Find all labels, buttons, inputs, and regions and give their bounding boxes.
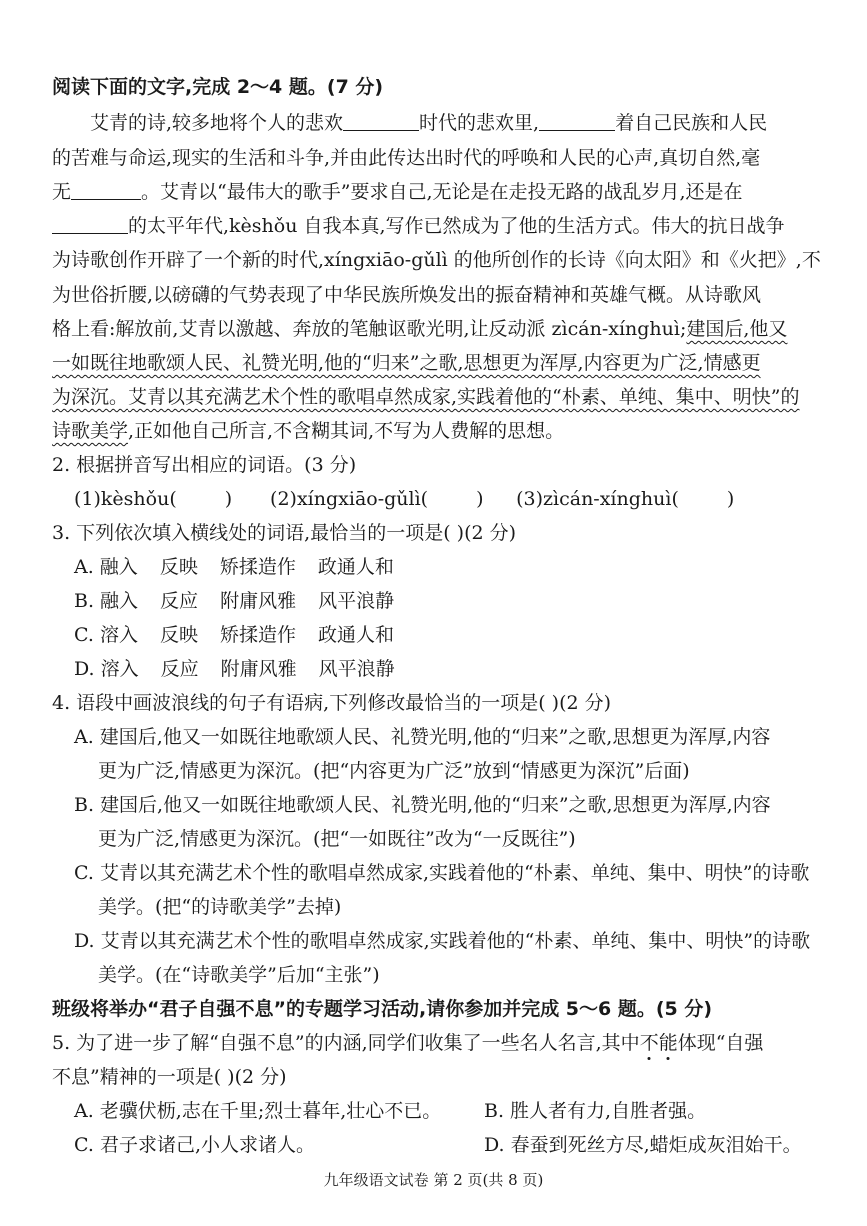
emphasis-dot-char: 不 xyxy=(639,1032,659,1054)
q4-option-c-cont: 美学。(把“的诗歌美学”去掉) xyxy=(98,896,342,918)
passage-line-8 xyxy=(52,350,818,376)
wavy-sentence-part-5: 诗歌美学 xyxy=(52,420,129,442)
blank-1 xyxy=(343,112,419,131)
q5-option-a[interactable]: A. 老骥伏枥,志在千里;烈士暮年,壮心不已。 xyxy=(74,1100,442,1122)
wavy-sentence-part-3: 为深沉。 xyxy=(52,386,129,408)
q2-item-1: (1)kèshǒu( ) xyxy=(74,488,233,510)
q5-stem: 5. 为了进一步了解“自强不息”的内涵,同学们收集了一些名人名言,其中不能体现“自强 xyxy=(52,1032,764,1054)
section1-heading: 阅读下面的文字,完成 2～4 题。(7 分) xyxy=(52,76,384,98)
q5-option-b[interactable]: B. 胜人者有力,自胜者强。 xyxy=(484,1100,707,1122)
q4-option-a-cont: 更为广泛,情感更为深沉。(把“内容更为广泛”放到“情感更为深沉”后面) xyxy=(98,760,690,782)
passage-line-7: 格上看:解放前,艾青以激越、奔放的笔触讴歌光明,让反动派 zìcán-xínghuì;建国后,他又 xyxy=(52,318,788,340)
section2-heading: 班级将举办“君子自强不息”的专题学习活动,请你参加并完成 5～6 题。(5 分) xyxy=(52,998,713,1020)
q4-option-d-cont: 美学。(在“诗歌美学”后加“主张”) xyxy=(98,964,380,986)
q3-option-d[interactable]: D. 溶入 反应 附庸风雅 风平浪静 xyxy=(74,658,395,680)
q5-stem-cont: 不息”精神的一项是( )(2 分) xyxy=(52,1066,287,1088)
q2-item-3: (3)zìcán-xínghuì( ) xyxy=(516,488,735,510)
q5-option-c[interactable]: C. 君子求诸己,小人求诸人。 xyxy=(74,1134,315,1156)
passage-line-6: 为世俗折腰,以磅礴的气势表现了中华民族所焕发出的振奋精神和英雄气概。从诗歌风 xyxy=(52,284,762,306)
q5-option-d[interactable]: D. 春蚕到死丝方尽,蜡炬成灰泪始干。 xyxy=(484,1134,802,1156)
passage-line-2: 的苦难与命运,现实的生活和斗争,并由此传达出时代的呼唤和人民的心声,真切自然,毫 xyxy=(52,147,761,169)
q4-option-d[interactable]: D. 艾青以其充满艺术个性的歌唱卓然成家,实践着他的“朴素、单纯、集中、明快”的诗歌 xyxy=(74,930,811,952)
q3-option-c[interactable]: C. 溶入 反映 矫揉造作 政通人和 xyxy=(74,624,394,646)
q3-option-b[interactable]: B. 融入 反应 附庸风雅 风平浪静 xyxy=(74,590,395,612)
page-footer: 九年级语文试卷 第 2 页(共 8 页) xyxy=(323,1171,544,1189)
passage-line-1: 艾青的诗,较多地将个人的悲欢 时代的悲欢里, 着自己民族和人民 xyxy=(90,112,768,134)
q2-stem: 2. 根据拼音写出相应的词语。(3 分) xyxy=(52,454,357,476)
q5-options-row-2 xyxy=(52,1132,818,1158)
passage-line-10: 诗歌美学,正如他自己所言,不含糊其词,不写为人费解的思想。 xyxy=(52,420,565,442)
q2-answers xyxy=(52,486,818,512)
q4-stem: 4. 语段中画波浪线的句子有语病,下列修改最恰当的一项是( )(2 分) xyxy=(52,692,612,714)
wavy-sentence-part-1: 建国后,他又 xyxy=(686,318,788,340)
q4-option-c[interactable]: C. 艾青以其充满艺术个性的歌唱卓然成家,实践着他的“朴素、单纯、集中、明快”的诗歌 xyxy=(74,862,810,884)
emphasis-dot-char: 能 xyxy=(658,1032,678,1054)
blank-2 xyxy=(539,112,615,131)
q3-stem: 3. 下列依次填入横线处的词语,最恰当的一项是( )(2 分) xyxy=(52,522,517,544)
blank-4 xyxy=(52,215,128,234)
q4-option-a[interactable]: A. 建国后,他又一如既往地歌颂人民、礼赞光明,他的“归来”之歌,思想更为浑厚,内容 xyxy=(74,726,771,748)
passage-line-4: 的太平年代,kèshǒu 自我本真,写作已然成为了他的生活方式。伟大的抗日战争 xyxy=(52,213,818,239)
q5-options-row-1 xyxy=(52,1098,818,1124)
wavy-sentence-part-2: 一如既往地歌颂人民、礼赞光明,他的“归来”之歌,思想更为浑厚,内容更为广泛,情感更 xyxy=(52,352,761,374)
wavy-sentence-part-4: 艾青以其充满艺术个性的歌唱卓然成家,实践着他的“朴素、单纯、集中、明快”的 xyxy=(128,386,800,408)
passage-line-9 xyxy=(52,384,818,410)
passage-line-3: 无 。艾青以“最伟大的歌手”要求自己,无论是在走投无路的战乱岁月,还是在 xyxy=(52,181,743,203)
passage-line-5: 为诗歌创作开辟了一个新的时代,xíngxiāo-gǔlì 的他所创作的长诗《向太阳》和《火把》,不 xyxy=(52,249,821,271)
q4-option-b-cont: 更为广泛,情感更为深沉。(把“一如既往”改为“一反既往”) xyxy=(98,828,576,850)
blank-3 xyxy=(71,181,141,200)
q3-option-a[interactable]: A. 融入 反映 矫揉造作 政通人和 xyxy=(74,556,394,578)
q4-option-b[interactable]: B. 建国后,他又一如既往地歌颂人民、礼赞光明,他的“归来”之歌,思想更为浑厚,内容 xyxy=(74,794,771,816)
q2-item-2: (2)xíngxiāo-gǔlì( ) xyxy=(270,488,484,510)
